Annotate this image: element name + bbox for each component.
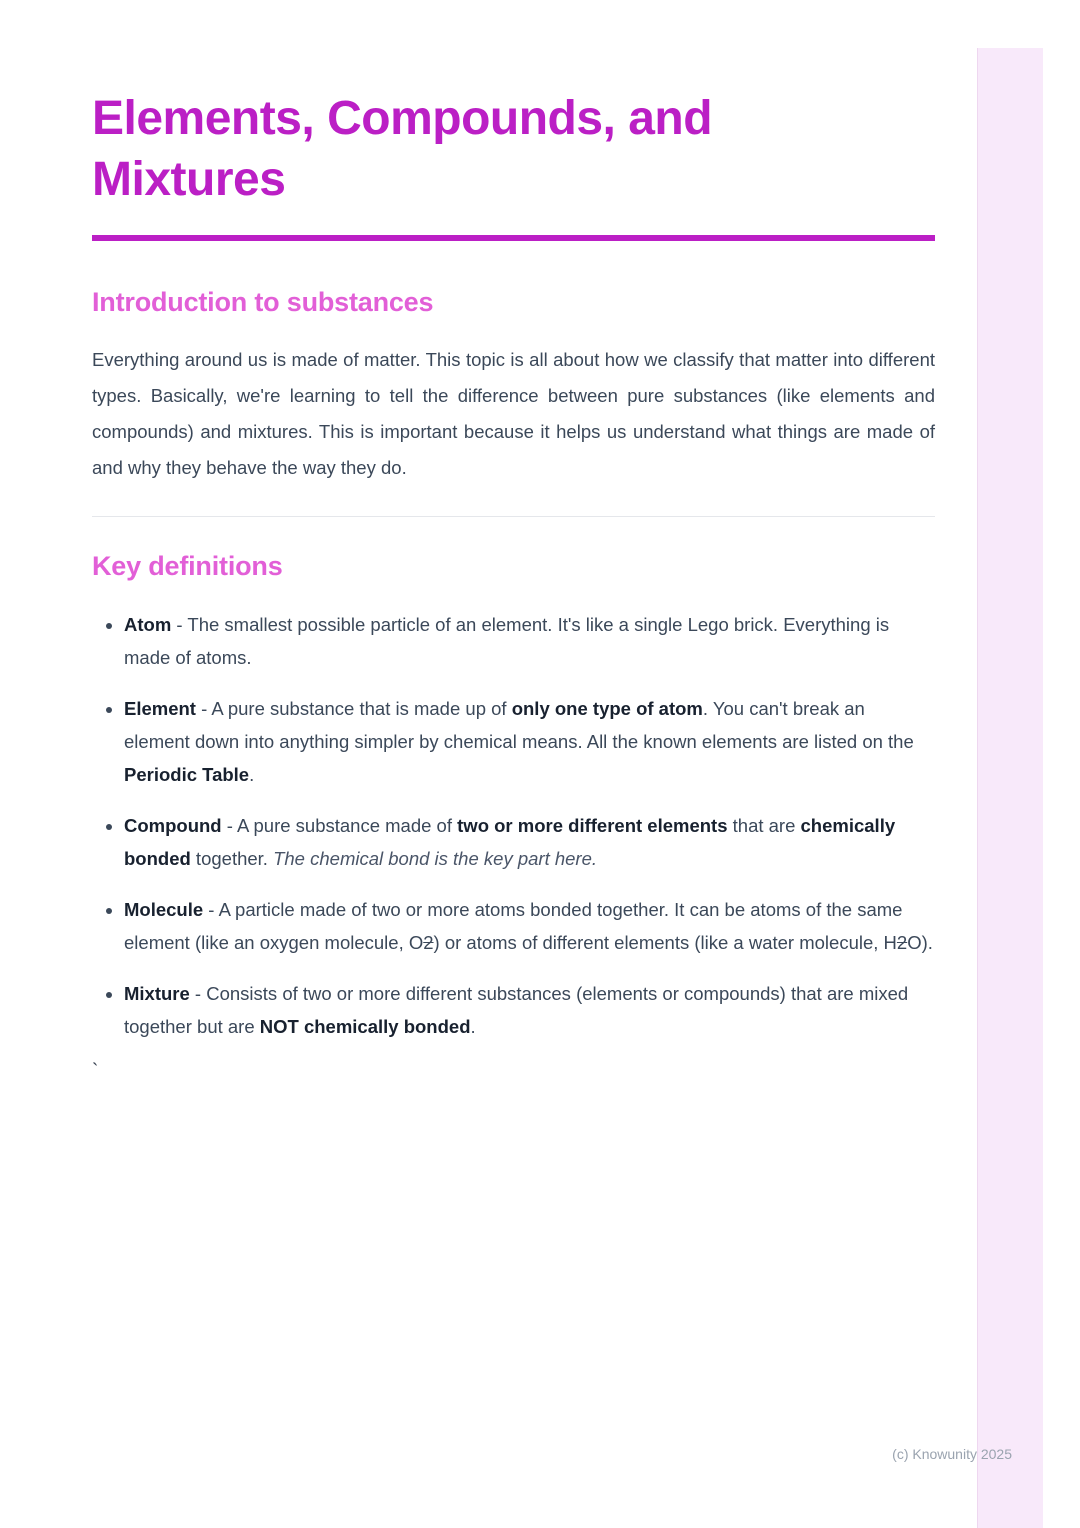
right-margin-stripe [977,48,1043,1528]
footer-credit: (c) Knowunity 2025 [892,1446,1012,1462]
document-content [92,0,935,1083]
definition-item: • Molecule - A particle made of two or more atoms bonded together. It can be atoms of the same element (like an oxygen molecule, O2) or atoms of different elements (like a water molecule, H2O). [124,893,935,959]
definition-item: • Compound - A pure substance made of two or more different elements that are chemically bonded together. The chemical bond is the key part here. [124,809,935,875]
section-divider [92,516,935,517]
definition-item: • Atom - The smallest possible particle of an element. It's like a single Lego brick. Everything is made of atoms. [124,608,935,674]
page-title: Elements, Compounds, and Mixtures [92,92,713,207]
section-key-definitions [92,551,935,1043]
title-underline-rule [92,235,935,241]
definition-item: • Element - A pure substance that is made up of only one type of atom. You can't break an element down into anything simpler by chemical means. All the known elements are listed on the Periodic Table. [124,692,935,791]
definition-item: • Mixture - Consists of two or more different substances (elements or compounds) that are mixed together but are NOT chemically bonded. [124,977,935,1043]
section-heading-key-definitions: Key definitions [92,550,283,581]
introduction-paragraph: Everything around us is made of matter. This topic is all about how we classify that matter into different types. Basically, we're learning to tell the difference between pure substances (like elements and compounds) and mixtures. This is important because it helps us understand what things are made of and why they behave the way they do. [92,348,935,478]
section-heading-introduction: Introduction to substances [92,286,434,317]
definitions-list [92,608,935,1043]
stray-backtick-character: ` [92,1060,99,1082]
section-introduction [92,287,935,486]
